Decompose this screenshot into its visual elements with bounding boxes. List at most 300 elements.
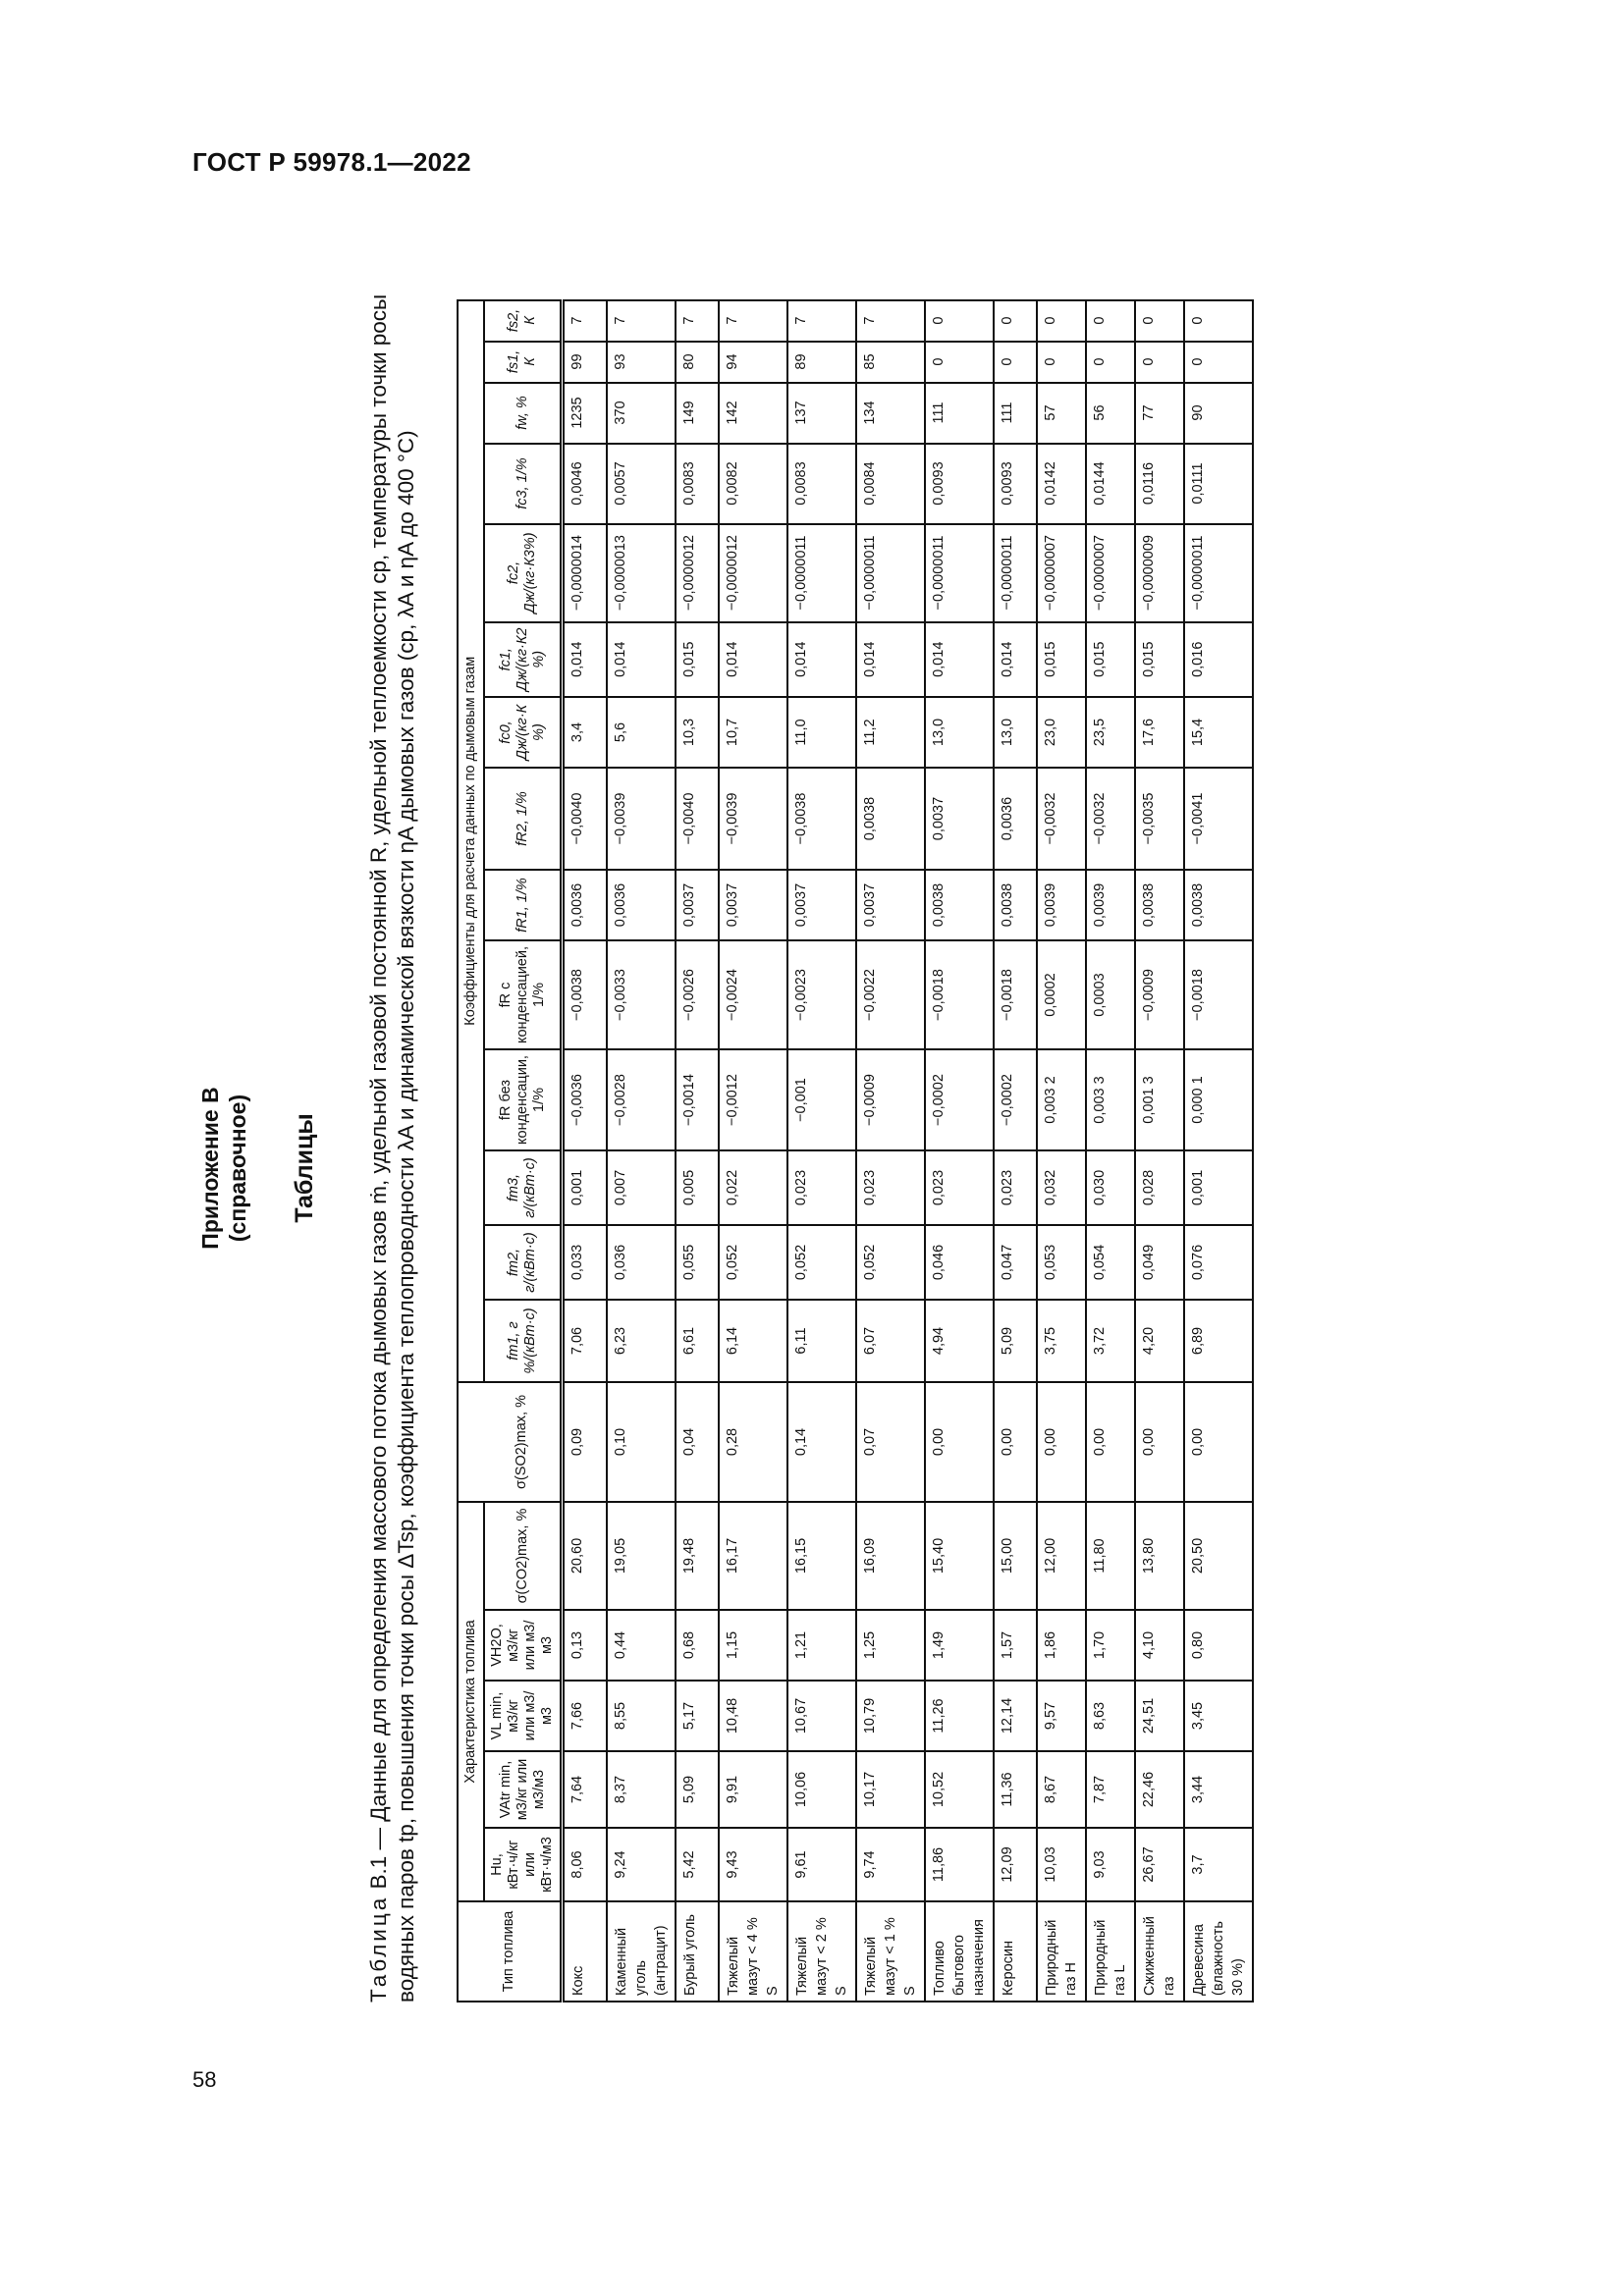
value-cell: 137 <box>787 383 856 444</box>
value-cell: 6,07 <box>856 1300 925 1382</box>
value-cell: 149 <box>676 383 719 444</box>
value-cell: 0,0144 <box>1086 444 1135 524</box>
value-cell: 4,20 <box>1135 1300 1184 1382</box>
value-cell: 80 <box>676 342 719 383</box>
value-cell: 0,00 <box>994 1382 1037 1502</box>
value-cell: 0,13 <box>563 1610 608 1681</box>
value-cell: 0,00 <box>925 1382 994 1502</box>
value-cell: 7 <box>856 300 925 342</box>
value-cell: 1,57 <box>994 1610 1037 1681</box>
value-cell: 0,10 <box>607 1382 676 1502</box>
value-cell: 0,00 <box>1135 1382 1184 1502</box>
value-cell: 8,63 <box>1086 1681 1135 1751</box>
value-cell: 16,15 <box>787 1502 856 1610</box>
column-headers <box>484 300 563 2002</box>
value-cell: 0,052 <box>856 1225 925 1300</box>
value-cell: 0,0038 <box>994 870 1037 940</box>
value-cell: −0,0038 <box>787 768 856 870</box>
header-col-16: fc2, Дж/(кг·К3%) <box>484 524 563 622</box>
value-cell: 0,0116 <box>1135 444 1184 524</box>
value-cell: 134 <box>856 383 925 444</box>
value-cell: 12,00 <box>1037 1502 1086 1610</box>
value-cell: 142 <box>719 383 787 444</box>
value-cell: 0,07 <box>856 1382 925 1502</box>
appendix-heading <box>196 216 319 2120</box>
value-cell: 7,06 <box>563 1300 608 1382</box>
value-cell: 20,60 <box>563 1502 608 1610</box>
value-cell: 0,023 <box>925 1150 994 1225</box>
value-cell: 0,0038 <box>856 768 925 870</box>
value-cell: 3,75 <box>1037 1300 1086 1382</box>
header-col-4: VH2O, м3/кг или м3/м3 <box>484 1610 563 1681</box>
value-cell: 0 <box>994 342 1037 383</box>
table-row <box>1184 300 1253 2002</box>
value-cell: 0,053 <box>1037 1225 1086 1300</box>
value-cell: −0,0022 <box>856 940 925 1049</box>
value-cell: 0,0046 <box>563 444 608 524</box>
value-cell: 22,46 <box>1135 1751 1184 1828</box>
caption-label: Таблица <box>366 1895 391 2002</box>
value-cell: −0,0041 <box>1184 768 1253 870</box>
value-cell: 1235 <box>563 383 608 444</box>
value-cell: 0,28 <box>719 1382 787 1502</box>
value-cell: 0,023 <box>856 1150 925 1225</box>
value-cell: 0,014 <box>994 622 1037 697</box>
value-cell: 0,0037 <box>787 870 856 940</box>
value-cell: 0 <box>1135 342 1184 383</box>
value-cell: 6,23 <box>607 1300 676 1382</box>
value-cell: 7 <box>607 300 676 342</box>
value-cell: 0,0039 <box>1086 870 1135 940</box>
value-cell: −0,0039 <box>719 768 787 870</box>
value-cell: −0,0018 <box>994 940 1037 1049</box>
value-cell: 0,000 1 <box>1184 1049 1253 1150</box>
fuel-name-cell: Бурый уголь <box>676 1901 719 2002</box>
value-cell: 0,015 <box>676 622 719 697</box>
value-cell: −0,0000011 <box>994 524 1037 622</box>
value-cell: 0,0038 <box>925 870 994 940</box>
table-body <box>563 300 1254 2002</box>
header-col-1: Hu, кВт·ч/кг или кВт·ч/м3 <box>484 1828 563 1901</box>
header-col-7: fm1, г %/(кВт·с) <box>484 1300 563 1382</box>
value-cell: −0,0000009 <box>1135 524 1184 622</box>
caption-number: В.1 <box>366 1855 391 1890</box>
value-cell: −0,0000007 <box>1086 524 1135 622</box>
value-cell: −0,0000012 <box>676 524 719 622</box>
value-cell: 7 <box>719 300 787 342</box>
value-cell: 89 <box>787 342 856 383</box>
value-cell: 0,054 <box>1086 1225 1135 1300</box>
value-cell: 15,00 <box>994 1502 1037 1610</box>
value-cell: 16,17 <box>719 1502 787 1610</box>
value-cell: 0,09 <box>563 1382 608 1502</box>
header-col-19: fs1, К <box>484 342 563 383</box>
value-cell: 0,0038 <box>1184 870 1253 940</box>
table-row <box>994 300 1037 2002</box>
value-cell: 11,86 <box>925 1828 994 1901</box>
value-cell: 0,023 <box>994 1150 1037 1225</box>
value-cell: 0,001 <box>563 1150 608 1225</box>
value-cell: 0,0037 <box>925 768 994 870</box>
table-row <box>563 300 608 2002</box>
value-cell: 0 <box>925 342 994 383</box>
value-cell: 94 <box>719 342 787 383</box>
value-cell: 0,0084 <box>856 444 925 524</box>
value-cell: 0,032 <box>1037 1150 1086 1225</box>
value-cell: 7 <box>676 300 719 342</box>
value-cell: 0,014 <box>607 622 676 697</box>
value-cell: 0,0093 <box>925 444 994 524</box>
value-cell: 7,87 <box>1086 1751 1135 1828</box>
table-row <box>676 300 719 2002</box>
value-cell: 9,24 <box>607 1828 676 1901</box>
fuel-name-cell: Древесина (влажность 30 %) <box>1184 1901 1253 2002</box>
value-cell: 0,0036 <box>607 870 676 940</box>
value-cell: −0,0028 <box>607 1049 676 1150</box>
page-number: 58 <box>192 2067 217 2092</box>
value-cell: −0,0002 <box>925 1049 994 1150</box>
value-cell: 3,4 <box>563 697 608 768</box>
header-col-18: fw, % <box>484 383 563 444</box>
value-cell: 13,0 <box>994 697 1037 768</box>
value-cell: −0,0000011 <box>1184 524 1253 622</box>
header-col-8: fm2, г/(кВт·с) <box>484 1225 563 1300</box>
value-cell: 0,0036 <box>994 768 1037 870</box>
value-cell: 0,015 <box>1086 622 1135 697</box>
value-cell: −0,0000014 <box>563 524 608 622</box>
table-row <box>925 300 994 2002</box>
value-cell: 5,09 <box>994 1300 1037 1382</box>
value-cell: 12,09 <box>994 1828 1037 1901</box>
value-cell: 5,42 <box>676 1828 719 1901</box>
value-cell: 24,51 <box>1135 1681 1184 1751</box>
value-cell: 0,052 <box>719 1225 787 1300</box>
value-cell: 0,0039 <box>1037 870 1086 940</box>
header-col-9: fm3, г/(кВт·с) <box>484 1150 563 1225</box>
value-cell: 0 <box>1037 342 1086 383</box>
value-cell: 6,61 <box>676 1300 719 1382</box>
value-cell: −0,0032 <box>1037 768 1086 870</box>
value-cell: 0,0003 <box>1086 940 1135 1049</box>
value-cell: 0,0037 <box>676 870 719 940</box>
value-cell: 0,0037 <box>719 870 787 940</box>
value-cell: 8,37 <box>607 1751 676 1828</box>
value-cell: 7 <box>787 300 856 342</box>
value-cell: −0,0014 <box>676 1049 719 1150</box>
value-cell: 15,40 <box>925 1502 994 1610</box>
value-cell: 0 <box>994 300 1037 342</box>
value-cell: 0,0083 <box>787 444 856 524</box>
value-cell: 10,52 <box>925 1751 994 1828</box>
value-cell: 10,7 <box>719 697 787 768</box>
appendix-title: Приложение В <box>197 1087 223 1250</box>
value-cell: 9,61 <box>787 1828 856 1901</box>
value-cell: 85 <box>856 342 925 383</box>
value-cell: 0 <box>1184 300 1253 342</box>
header-col-5: σ(CO2)max, % <box>484 1502 563 1610</box>
value-cell: 0,028 <box>1135 1150 1184 1225</box>
table-row <box>856 300 925 2002</box>
value-cell: 0,046 <box>925 1225 994 1300</box>
value-cell: 12,14 <box>994 1681 1037 1751</box>
value-cell: 0,014 <box>563 622 608 697</box>
value-cell: 9,57 <box>1037 1681 1086 1751</box>
value-cell: 1,25 <box>856 1610 925 1681</box>
header-col-15: fc1, Дж/(кг·К2 %) <box>484 622 563 697</box>
table-caption <box>365 255 420 2002</box>
value-cell: 0,001 3 <box>1135 1049 1184 1150</box>
fuel-name-cell: Кокс <box>563 1901 608 2002</box>
value-cell: 9,43 <box>719 1828 787 1901</box>
value-cell: 16,09 <box>856 1502 925 1610</box>
value-cell: 10,3 <box>676 697 719 768</box>
value-cell: 0,0082 <box>719 444 787 524</box>
header-col-10: fR без конденсации, 1/% <box>484 1049 563 1150</box>
value-cell: 11,36 <box>994 1751 1037 1828</box>
header-col-17: fc3, 1/% <box>484 444 563 524</box>
section-title: Таблицы <box>291 1113 318 1223</box>
header-col-6: σ(SO2)max, % <box>484 1382 563 1502</box>
value-cell: 7,64 <box>563 1751 608 1828</box>
value-cell: 1,86 <box>1037 1610 1086 1681</box>
value-cell: −0,0026 <box>676 940 719 1049</box>
value-cell: 10,79 <box>856 1681 925 1751</box>
value-cell: 0,023 <box>787 1150 856 1225</box>
value-cell: 0,04 <box>676 1382 719 1502</box>
value-cell: 5,17 <box>676 1681 719 1751</box>
value-cell: −0,0038 <box>563 940 608 1049</box>
value-cell: 5,6 <box>607 697 676 768</box>
value-cell: 11,26 <box>925 1681 994 1751</box>
header-col-3: VL min, м3/кг или м3/м3 <box>484 1681 563 1751</box>
value-cell: 0,0037 <box>856 870 925 940</box>
group-header-coefficients: Коэффициенты для расчета данных по дымовым газам <box>458 300 484 1382</box>
value-cell: 4,94 <box>925 1300 994 1382</box>
group-header-spacer <box>458 1382 484 1502</box>
value-cell: 0 <box>1037 300 1086 342</box>
rotated-table-area <box>196 216 1463 2120</box>
value-cell: 8,67 <box>1037 1751 1086 1828</box>
header-col-11: fR с конденсацией, 1/% <box>484 940 563 1049</box>
value-cell: 23,0 <box>1037 697 1086 768</box>
value-cell: 0,00 <box>1184 1382 1253 1502</box>
value-cell: −0,0002 <box>994 1049 1037 1150</box>
value-cell: −0,0035 <box>1135 768 1184 870</box>
value-cell: 57 <box>1037 383 1086 444</box>
value-cell: 0,016 <box>1184 622 1253 697</box>
value-cell: −0,0012 <box>719 1049 787 1150</box>
value-cell: 0,68 <box>676 1610 719 1681</box>
value-cell: −0,0000011 <box>787 524 856 622</box>
value-cell: 6,11 <box>787 1300 856 1382</box>
header-col-12: fR1, 1/% <box>484 870 563 940</box>
value-cell: 0,0036 <box>563 870 608 940</box>
value-cell: 3,7 <box>1184 1828 1253 1901</box>
value-cell: 0,44 <box>607 1610 676 1681</box>
header-col-14: fc0, Дж/(кг·К %) <box>484 697 563 768</box>
value-cell: −0,0018 <box>925 940 994 1049</box>
value-cell: −0,0000013 <box>607 524 676 622</box>
value-cell: 0,0002 <box>1037 940 1086 1049</box>
value-cell: 20,50 <box>1184 1502 1253 1610</box>
header-col-13: fR2, 1/% <box>484 768 563 870</box>
value-cell: 10,17 <box>856 1751 925 1828</box>
fuel-name-cell: Топливо бытового назначения <box>925 1901 994 2002</box>
fuel-name-cell: Тяжелый мазут < 4 % S <box>719 1901 787 2002</box>
value-cell: 0,014 <box>787 622 856 697</box>
value-cell: 56 <box>1086 383 1135 444</box>
value-cell: −0,0000011 <box>925 524 994 622</box>
value-cell: 3,44 <box>1184 1751 1253 1828</box>
value-cell: 99 <box>563 342 608 383</box>
value-cell: 1,70 <box>1086 1610 1135 1681</box>
value-cell: 0 <box>1086 300 1135 342</box>
value-cell: 0,076 <box>1184 1225 1253 1300</box>
value-cell: 0,047 <box>994 1225 1037 1300</box>
value-cell: 13,0 <box>925 697 994 768</box>
value-cell: 0,014 <box>925 622 994 697</box>
header-col-2: VAtr min, м3/кг или м3/м3 <box>484 1751 563 1828</box>
value-cell: −0,0000012 <box>719 524 787 622</box>
value-cell: 8,06 <box>563 1828 608 1901</box>
value-cell: 10,48 <box>719 1681 787 1751</box>
data-table <box>457 299 1254 2002</box>
value-cell: 0 <box>925 300 994 342</box>
table-row <box>1037 300 1086 2002</box>
value-cell: 0,0142 <box>1037 444 1086 524</box>
value-cell: 0 <box>1135 300 1184 342</box>
value-cell: 10,06 <box>787 1751 856 1828</box>
table-row <box>1135 300 1184 2002</box>
fuel-name-cell: Тяжелый мазут < 1 % S <box>856 1901 925 2002</box>
value-cell: 0,007 <box>607 1150 676 1225</box>
value-cell: 0,0083 <box>676 444 719 524</box>
value-cell: −0,0036 <box>563 1049 608 1150</box>
value-cell: −0,0033 <box>607 940 676 1049</box>
value-cell: 13,80 <box>1135 1502 1184 1610</box>
fuel-name-cell: Керосин <box>994 1901 1037 2002</box>
value-cell: 11,0 <box>787 697 856 768</box>
value-cell: 1,49 <box>925 1610 994 1681</box>
value-cell: 9,03 <box>1086 1828 1135 1901</box>
value-cell: −0,0039 <box>607 768 676 870</box>
value-cell: 0,015 <box>1135 622 1184 697</box>
document-header: ГОСТ Р 59978.1—2022 <box>192 147 471 177</box>
value-cell: 19,48 <box>676 1502 719 1610</box>
value-cell: 90 <box>1184 383 1253 444</box>
value-cell: 0 <box>1184 342 1253 383</box>
value-cell: −0,001 <box>787 1049 856 1150</box>
value-cell: 0,022 <box>719 1150 787 1225</box>
value-cell: 7 <box>563 300 608 342</box>
value-cell: −0,0040 <box>676 768 719 870</box>
value-cell: 1,21 <box>787 1610 856 1681</box>
value-cell: 0,0057 <box>607 444 676 524</box>
value-cell: 10,67 <box>787 1681 856 1751</box>
fuel-name-cell: Природный газ H <box>1037 1901 1086 2002</box>
value-cell: 0,0111 <box>1184 444 1253 524</box>
value-cell: 11,2 <box>856 697 925 768</box>
value-cell: 0,015 <box>1037 622 1086 697</box>
value-cell: 0,0093 <box>994 444 1037 524</box>
value-cell: 6,14 <box>719 1300 787 1382</box>
value-cell: 15,4 <box>1184 697 1253 768</box>
value-cell: 0,00 <box>1086 1382 1135 1502</box>
value-cell: 0,033 <box>563 1225 608 1300</box>
value-cell: 0,14 <box>787 1382 856 1502</box>
value-cell: 0,055 <box>676 1225 719 1300</box>
caption-text: — Данные для определения массового потока дымовых газов ṁ, удельной газовой постоянной R, удельной теплоемкости cp, температуры точки росы водяных паров tp, повышения точки росы ΔTsp, коэффициента теплопроводности λA и динамической вязкости ηA дымовых газов (cp, λA и ηA до 400 °С) <box>366 294 418 2002</box>
value-cell: 9,91 <box>719 1751 787 1828</box>
value-cell: 8,55 <box>607 1681 676 1751</box>
value-cell: 19,05 <box>607 1502 676 1610</box>
value-cell: 3,72 <box>1086 1300 1135 1382</box>
value-cell: −0,0000007 <box>1037 524 1086 622</box>
value-cell: 0,80 <box>1184 1610 1253 1681</box>
value-cell: 7,66 <box>563 1681 608 1751</box>
value-cell: 0,014 <box>719 622 787 697</box>
fuel-name-cell: Тяжелый мазут < 2 % S <box>787 1901 856 2002</box>
value-cell: 5,09 <box>676 1751 719 1828</box>
value-cell: 1,15 <box>719 1610 787 1681</box>
value-cell: 9,74 <box>856 1828 925 1901</box>
value-cell: 0,052 <box>787 1225 856 1300</box>
value-cell: 0,0038 <box>1135 870 1184 940</box>
value-cell: −0,0024 <box>719 940 787 1049</box>
value-cell: 4,10 <box>1135 1610 1184 1681</box>
value-cell: 0,005 <box>676 1150 719 1225</box>
value-cell: 111 <box>925 383 994 444</box>
value-cell: −0,0023 <box>787 940 856 1049</box>
value-cell: 111 <box>994 383 1037 444</box>
header-col-20: fs2, К <box>484 300 563 342</box>
group-header-fuel-characteristics: Характеристика топлива <box>458 1502 484 1901</box>
value-cell: 0,030 <box>1086 1150 1135 1225</box>
table-row <box>1086 300 1135 2002</box>
table-row <box>719 300 787 2002</box>
value-cell: 0,014 <box>856 622 925 697</box>
fuel-name-cell: Каменный уголь (антрацит) <box>607 1901 676 2002</box>
value-cell: 370 <box>607 383 676 444</box>
table-row <box>607 300 676 2002</box>
value-cell: −0,0009 <box>856 1049 925 1150</box>
value-cell: 10,03 <box>1037 1828 1086 1901</box>
fuel-name-cell: Природный газ L <box>1086 1901 1135 2002</box>
value-cell: −0,0040 <box>563 768 608 870</box>
value-cell: 0,036 <box>607 1225 676 1300</box>
value-cell: 0,003 3 <box>1086 1049 1135 1150</box>
table-row <box>787 300 856 2002</box>
value-cell: 0,001 <box>1184 1150 1253 1225</box>
header-fuel-type: Тип топлива <box>458 1901 563 2002</box>
value-cell: −0,0032 <box>1086 768 1135 870</box>
value-cell: 0,049 <box>1135 1225 1184 1300</box>
value-cell: 0 <box>1086 342 1135 383</box>
value-cell: 17,6 <box>1135 697 1184 768</box>
value-cell: 3,45 <box>1184 1681 1253 1751</box>
value-cell: −0,0009 <box>1135 940 1184 1049</box>
value-cell: 0,003 2 <box>1037 1049 1086 1150</box>
fuel-name-cell: Сжиженный газ <box>1135 1901 1184 2002</box>
value-cell: 0,00 <box>1037 1382 1086 1502</box>
value-cell: 11,80 <box>1086 1502 1135 1610</box>
value-cell: 93 <box>607 342 676 383</box>
value-cell: 6,89 <box>1184 1300 1253 1382</box>
value-cell: 77 <box>1135 383 1184 444</box>
appendix-subtitle: (справочное) <box>225 1094 250 1243</box>
value-cell: 26,67 <box>1135 1828 1184 1901</box>
value-cell: −0,0000011 <box>856 524 925 622</box>
